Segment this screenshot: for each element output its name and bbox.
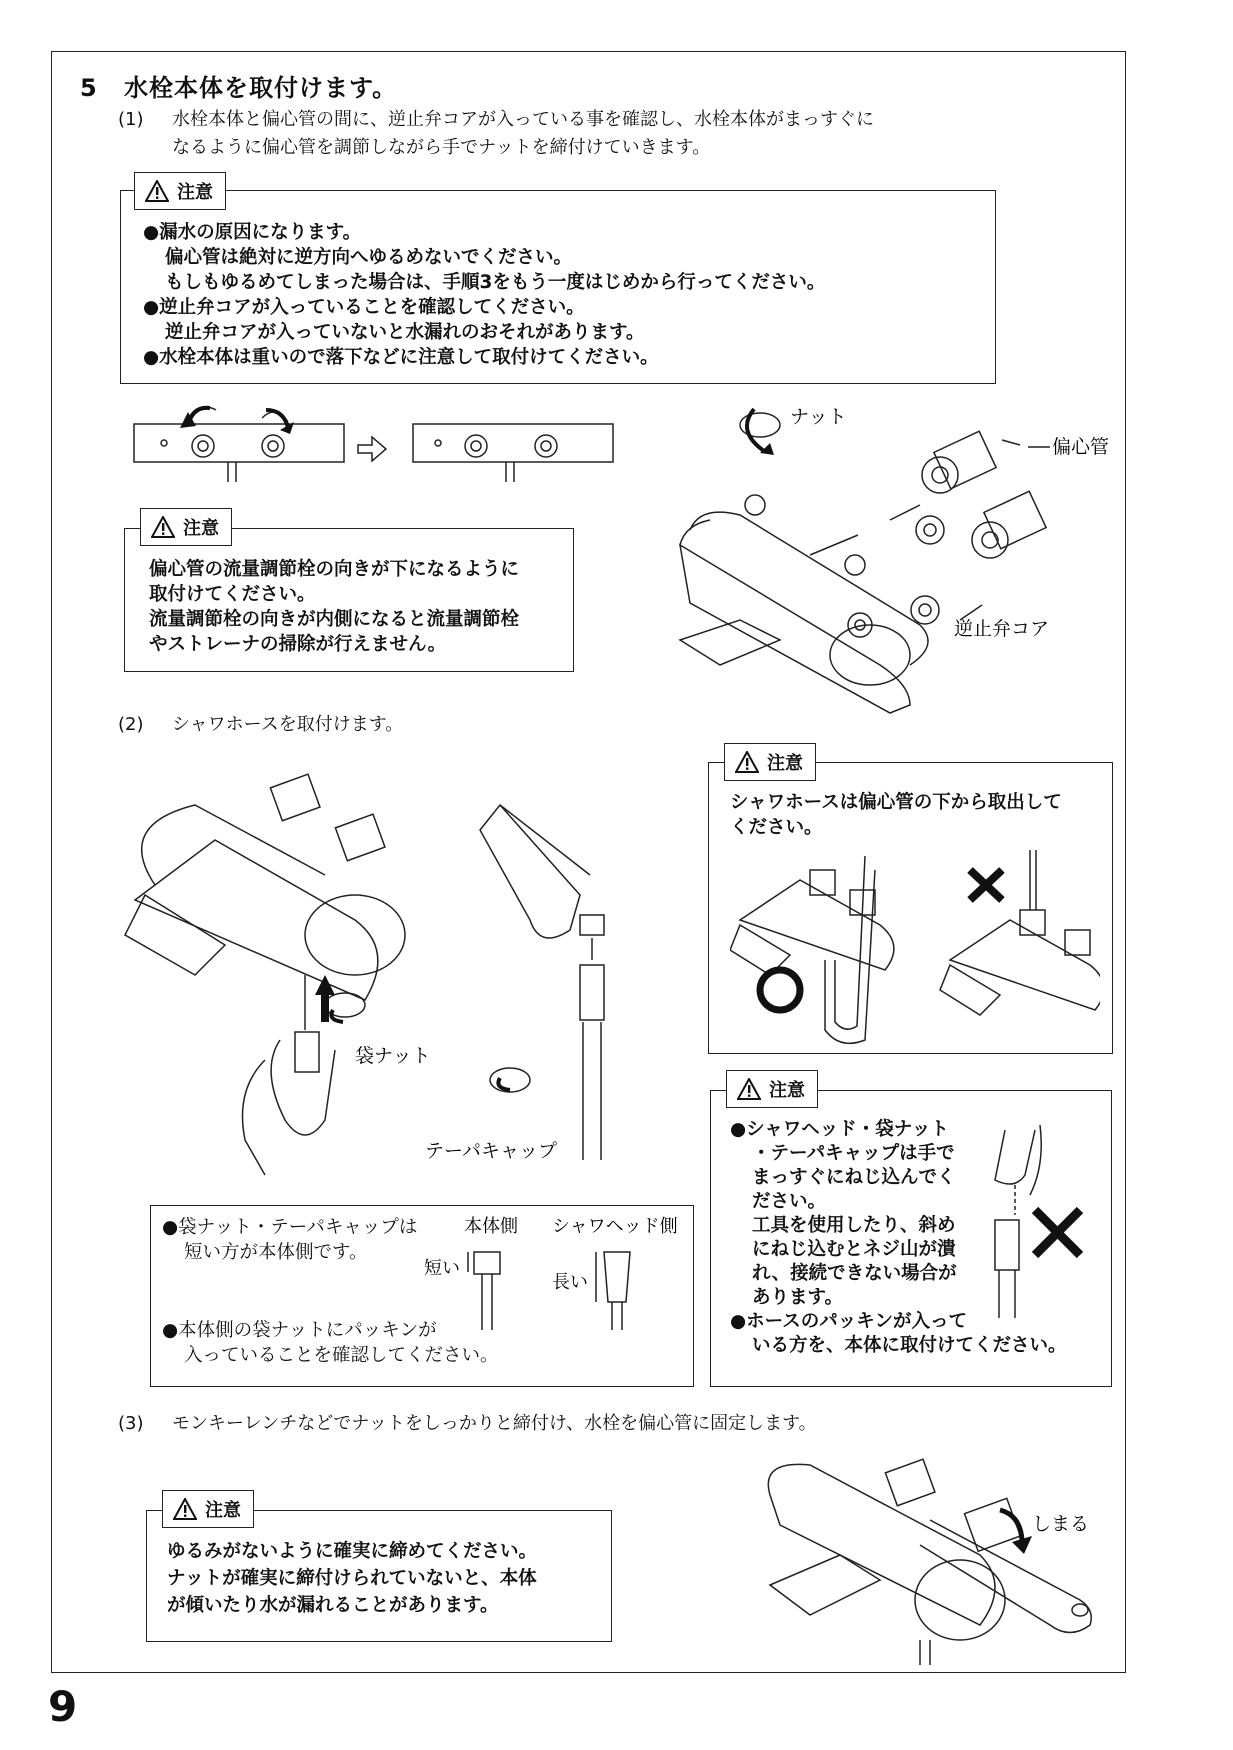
ok-circle-icon bbox=[760, 970, 800, 1010]
ng-cross-icon bbox=[1035, 1210, 1080, 1255]
step1-line1: 水栓本体と偏心管の間に、逆止弁コアが入っている事を確認し、水栓本体がまっすぐに bbox=[172, 109, 874, 130]
caution-label: 注意 bbox=[767, 753, 803, 774]
bag-nut-label: 袋ナット bbox=[355, 1045, 431, 1067]
body-side-label: 本体側 bbox=[464, 1216, 518, 1237]
nut-label: ナット bbox=[790, 406, 847, 428]
warning-icon bbox=[737, 1078, 761, 1100]
caution1-l3: もしもゆるめてしまった場合は、手順3をもう一度はじめから行ってください。 bbox=[165, 272, 826, 293]
oblique-thread-figure bbox=[985, 1120, 1095, 1320]
caution4-l5: 工具を使用したり、斜め bbox=[752, 1215, 956, 1236]
caution2-l1: 偏心管の流量調節栓の向きが下になるように bbox=[149, 559, 520, 580]
caution4-l7: れ、接続できない場合が bbox=[752, 1263, 957, 1284]
step1-line2: なるように偏心管を調節しながら手でナットを締付けていきます。 bbox=[172, 137, 711, 158]
page-number: 9 bbox=[48, 1682, 78, 1731]
caution1-l6: ●水栓本体は重いので落下などに注意して取付けてください。 bbox=[143, 347, 659, 368]
section-heading bbox=[80, 68, 397, 103]
eccentric-label: 偏心管 bbox=[1052, 436, 1110, 458]
caution1-l4: ●逆止弁コアが入っていることを確認してください。 bbox=[143, 297, 585, 318]
step3-text: モンキーレンチなどでナットをしっかりと締付け、水栓を偏心管に固定します。 bbox=[172, 1413, 817, 1434]
step2-number: (2) bbox=[118, 714, 144, 735]
caution5-body bbox=[167, 1538, 537, 1619]
info-l4: 入っていることを確認してください。 bbox=[184, 1345, 499, 1366]
caution2-l4: やストレーナの掃除が行えません。 bbox=[149, 634, 447, 655]
long-label: 長い bbox=[552, 1272, 588, 1293]
caution-label: 注意 bbox=[769, 1080, 805, 1101]
caution3-l2: ください。 bbox=[730, 817, 823, 838]
head-side-label: シャワヘッド側 bbox=[552, 1216, 678, 1237]
step2 bbox=[118, 711, 403, 739]
caution2-l3: 流量調節栓の向きが内側になると流量調節栓 bbox=[149, 609, 520, 630]
caution-label: 注意 bbox=[183, 518, 219, 539]
hose-connection-figure bbox=[115, 760, 695, 1180]
step3 bbox=[118, 1410, 817, 1438]
caution4-l8: あります。 bbox=[752, 1287, 844, 1308]
warning-icon bbox=[151, 516, 175, 538]
caution4-l6: にねじ込むとネジ山が潰 bbox=[752, 1239, 956, 1260]
warning-icon bbox=[735, 751, 759, 773]
caution4-l3: まっすぐにねじ込んでく bbox=[752, 1167, 956, 1188]
caution4-l1: ●シャワヘッド・袋ナット bbox=[730, 1119, 949, 1140]
caution-tag-2 bbox=[140, 508, 232, 546]
caution3-l1: シャワホースは偏心管の下から取出して bbox=[730, 792, 1062, 813]
caution-tag-1 bbox=[134, 172, 226, 210]
section-title: 水栓本体を取付けます。 bbox=[124, 74, 398, 102]
step3-number: (3) bbox=[118, 1413, 144, 1434]
hose-routing-figure bbox=[730, 850, 1100, 1045]
info-l1: ●袋ナット・テーパキャップは bbox=[162, 1217, 418, 1238]
caution4-l9: ●ホースのパッキンが入って bbox=[730, 1311, 968, 1332]
caution-label: 注意 bbox=[177, 182, 213, 203]
caution1-body bbox=[143, 220, 825, 370]
caution-tag-4 bbox=[726, 1070, 818, 1108]
check-valve-label: 逆止弁コア bbox=[954, 618, 1050, 640]
step1 bbox=[118, 106, 874, 162]
tighten-label: しまる bbox=[1032, 1513, 1090, 1535]
wrench-tightening-figure bbox=[740, 1450, 1110, 1665]
caution1-l2: 偏心管は絶対に逆方向へゆるめないでください。 bbox=[165, 247, 573, 268]
caution-tag-3 bbox=[724, 743, 816, 781]
taper-cap-label: テーパキャップ bbox=[425, 1140, 558, 1162]
eccentric-orientation-figure bbox=[128, 400, 628, 505]
caution4-l2: ・テーパキャップは手で bbox=[752, 1143, 955, 1164]
faucet-exploded-figure bbox=[670, 395, 1110, 715]
warning-icon bbox=[173, 1498, 197, 1520]
caution4-l10: いる方を、本体に取付けてください。 bbox=[752, 1335, 1067, 1356]
step2-text: シャワホースを取付けます。 bbox=[172, 714, 404, 735]
info-body-top bbox=[162, 1215, 417, 1265]
caution-label: 注意 bbox=[205, 1500, 241, 1521]
step1-number: (1) bbox=[118, 109, 144, 130]
nut-length-figure bbox=[418, 1212, 688, 1342]
caution5-l1: ゆるみがないように確実に締めてください。 bbox=[167, 1541, 538, 1562]
info-l3: ●本体側の袋ナットにパッキンが bbox=[162, 1320, 437, 1341]
caution5-l2: ナットが確実に締付けられていないと、本体 bbox=[167, 1568, 537, 1589]
caution5-l3: が傾いたり水が漏れることがあります。 bbox=[167, 1595, 499, 1616]
short-label: 短い bbox=[424, 1258, 460, 1279]
caution3-body bbox=[730, 790, 1062, 840]
caution4-l4: ださい。 bbox=[752, 1191, 827, 1212]
caution1-l1: ●漏水の原因になります。 bbox=[143, 222, 362, 243]
caution2-l2: 取付けてください。 bbox=[149, 584, 316, 605]
info-l2: 短い方が本体側です。 bbox=[184, 1242, 368, 1263]
caution2-body bbox=[149, 557, 519, 657]
warning-icon bbox=[145, 180, 169, 202]
caution-tag-5 bbox=[162, 1490, 254, 1528]
caution1-l5: 逆止弁コアが入っていないと水漏れのおそれがあります。 bbox=[165, 322, 645, 343]
section-number: 5 bbox=[80, 74, 98, 102]
ng-cross-icon bbox=[970, 870, 1002, 900]
